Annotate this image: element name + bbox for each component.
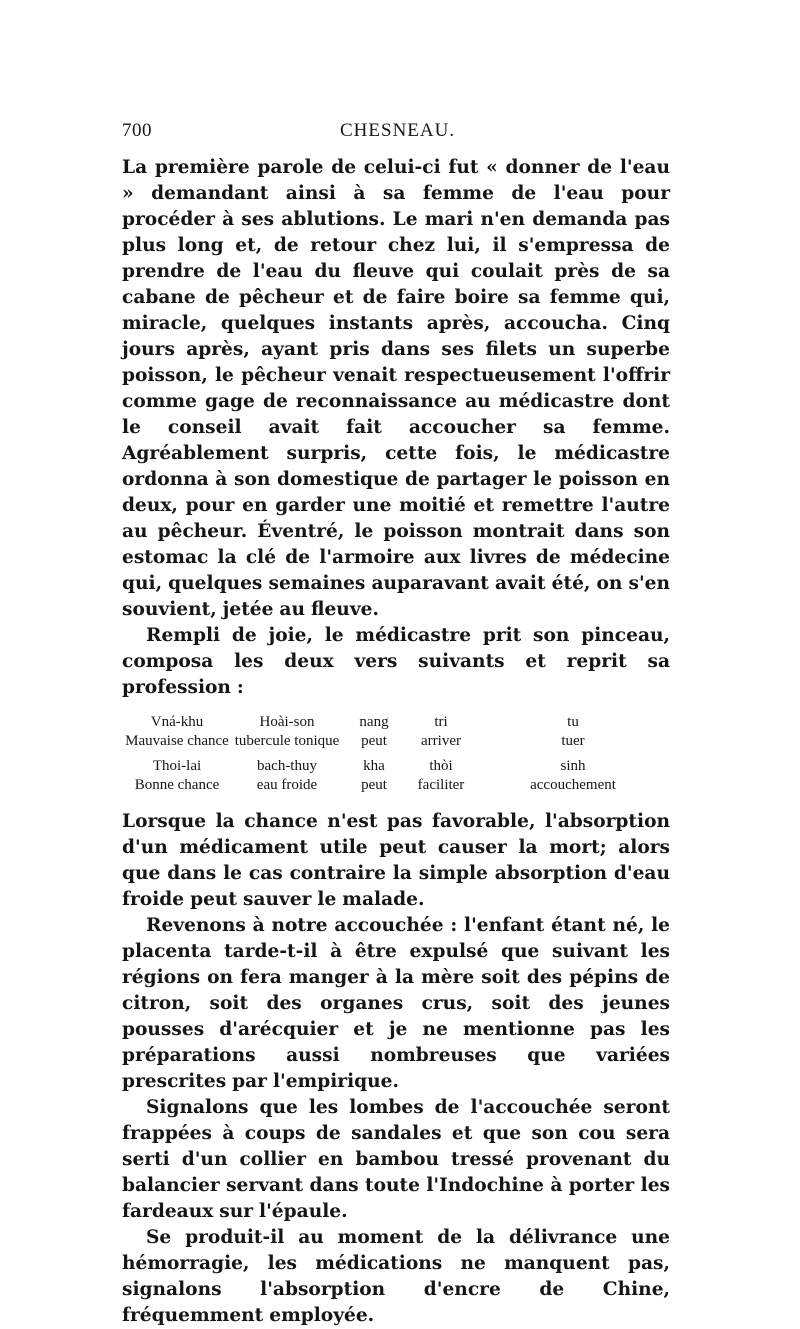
running-title: CHESNEAU. [340, 120, 456, 141]
paragraph-1: La première parole de celui-ci fut « donner de l'eau » demandant ainsi à sa femme de l'eau pour procéder à ses ablutions. Le mari n'en demanda pas plus long et, de retour chez lui, il s'empressa de prendre de l'eau du fleuve qui coulait près de sa cabane de pêcheur et de faire boire sa femme qui, miracle, quelques instants après, accoucha. Cinq jours après, ayant pris dans ses filets un superbe poisson, le pêcheur venait respectueusement l'offrir comme gage de reconnaissance au médicastre dont le conseil avait fait accoucher sa femme. Agréablement surpris, cette fois, le médicastre ordonna à son domestique de partager le poisson en deux, pour en garder une moitié et remettre l'autre au pêcheur. Éventré, le poisson montrait dans son estomac la clé de l'armoire aux livres de médecine qui, quelques semaines auparavant avait été, on s'en souvient, jetée au fleuve. [122, 157, 670, 620]
verse-translation-word: Mauvaise chance [125, 733, 229, 749]
verse-translation-word: eau froide [256, 777, 318, 793]
paragraph-3: Lorsque la chance n'est pas favorable, l'absorption d'un médicament utile peut causer la mort; alors que dans le cas contraire la simple absorption d'eau froide peut sauver le malade. [122, 811, 670, 910]
body-text [122, 155, 670, 1329]
verse-translation-word: Bonne chance [134, 777, 220, 793]
paragraph-2: Rempli de joie, le médicastre prit son pinceau, composa les deux vers suivants et reprit sa profession : [122, 625, 670, 698]
verse-translation-word: accouchement [530, 777, 616, 793]
verse-translation-word: arriver [421, 733, 461, 749]
verse-translation-word: faciliter [417, 777, 465, 793]
verse-word: Vná-khu [150, 714, 204, 730]
verse-word: bach-thuy [257, 758, 317, 774]
paragraph-6: Se produit-il au moment de la délivrance une hémorragie, les médications ne manquent pas, signalons l'absorption d'encre de Chine, fréquemment employée. [122, 1227, 670, 1326]
verse-line-2-translation [122, 776, 670, 795]
verse-word: Hoài-son [259, 714, 315, 730]
verse-translation-word: tuer [561, 733, 585, 749]
verse-translation-word: peut [361, 777, 387, 793]
verse-line-1 [122, 713, 670, 732]
verse-word: thòi [429, 758, 453, 774]
running-head [122, 120, 670, 144]
verse-word: kha [363, 758, 385, 774]
verse-block [122, 713, 670, 795]
verse-word: tu [567, 714, 579, 730]
page-number: 700 [122, 120, 152, 141]
verse-word: tri [434, 714, 448, 730]
verse-word: Thoi-lai [152, 758, 202, 774]
paragraph-4: Revenons à notre accouchée : l'enfant étant né, le placenta tarde-t-il à être expulsé que suivant les régions on fera manger à la mère soit des pépins de citron, soit des organes crus, soit des jeunes pousses d'arécquier et je ne mentionne pas les préparations aussi nombreuses que variées prescrites par l'empirique. [122, 915, 670, 1092]
verse-translation-word: tubercule tonique [234, 733, 340, 749]
paragraph-5: Signalons que les lombes de l'accouchée seront frappées à coups de sandales et que son cou sera serti d'un collier en bambou tressé provenant du balancier servant dans toute l'Indochine à porter les fardeaux sur l'épaule. [122, 1097, 670, 1222]
verse-translation-word: peut [361, 733, 387, 749]
verse-word: nang [359, 714, 389, 730]
verse-line-1-translation [122, 732, 670, 751]
verse-line-2 [122, 757, 670, 776]
verse-word: sinh [560, 758, 586, 774]
